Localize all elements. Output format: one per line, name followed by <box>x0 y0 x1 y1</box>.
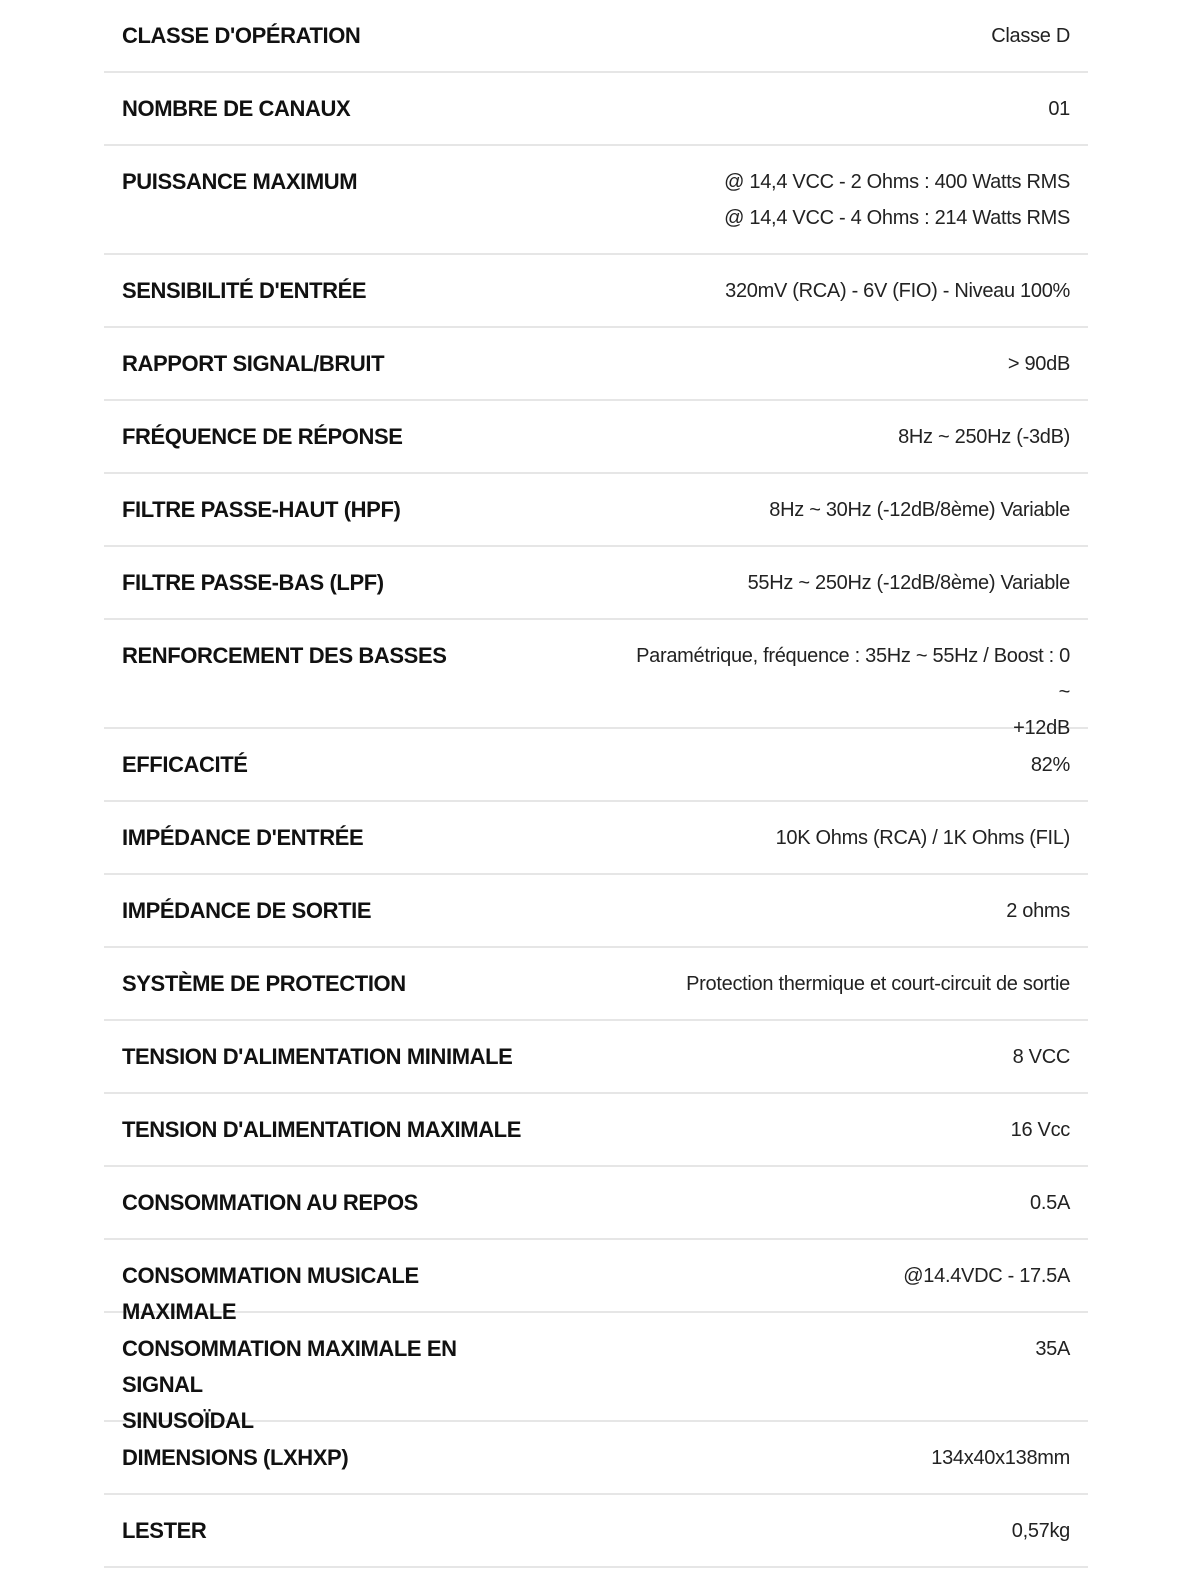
spec-label: TENSION D'ALIMENTATION MINIMALE <box>122 1044 513 1069</box>
spec-label: LESTER <box>122 1518 207 1543</box>
spec-value: @14.4VDC - 17.5A <box>903 1265 1070 1287</box>
spec-value: 10K Ohms (RCA) / 1K Ohms (FIL) <box>775 827 1070 849</box>
spec-label-line: CONSOMMATION MAXIMALE EN SIGNAL <box>122 1336 457 1397</box>
spec-label: FILTRE PASSE-BAS (LPF) <box>122 570 384 595</box>
spec-label: NOMBRE DE CANAUX <box>122 96 351 121</box>
spec-value: 8 VCC <box>1012 1046 1070 1068</box>
spec-row <box>104 1094 1088 1167</box>
spec-value: 2 ohms <box>1006 900 1070 922</box>
spec-row <box>104 474 1088 547</box>
spec-value: Classe D <box>991 25 1070 47</box>
spec-row <box>104 1167 1088 1240</box>
spec-value: 55Hz ~ 250Hz (-12dB/8ème) Variable <box>747 572 1070 594</box>
spec-row <box>104 948 1088 1021</box>
spec-value: 01 <box>1048 98 1070 120</box>
spec-row <box>104 146 1088 255</box>
spec-label: CONSOMMATION AU REPOS <box>122 1190 418 1215</box>
spec-label: PUISSANCE MAXIMUM <box>122 169 358 194</box>
spec-value: Protection thermique et court-circuit de sortie <box>686 973 1070 995</box>
spec-label: SENSIBILITÉ D'ENTRÉE <box>122 278 367 303</box>
spec-row <box>104 401 1088 474</box>
spec-row <box>104 547 1088 620</box>
spec-label: IMPÉDANCE D'ENTRÉE <box>122 825 364 850</box>
spec-value: 82% <box>1030 754 1070 776</box>
spec-value <box>620 638 1070 746</box>
spec-value: 8Hz ~ 250Hz (-3dB) <box>898 426 1070 448</box>
spec-label: IMPÉDANCE DE SORTIE <box>122 898 372 923</box>
spec-row <box>104 0 1088 73</box>
spec-value: 16 Vcc <box>1010 1119 1070 1141</box>
spec-label: TENSION D'ALIMENTATION MAXIMALE <box>122 1117 521 1142</box>
spec-value-line: @ 14,4 VCC - 4 Ohms : 214 Watts RMS <box>724 207 1070 229</box>
spec-row <box>104 802 1088 875</box>
spec-label-line: SINUSOÏDAL <box>122 1408 254 1433</box>
spec-row <box>104 328 1088 401</box>
spec-value: > 90dB <box>1007 353 1070 375</box>
spec-label: FRÉQUENCE DE RÉPONSE <box>122 424 403 449</box>
spec-value: 134x40x138mm <box>931 1447 1070 1469</box>
spec-label: CLASSE D'OPÉRATION <box>122 23 361 48</box>
spec-value: 8Hz ~ 30Hz (-12dB/8ème) Variable <box>769 499 1070 521</box>
spec-table <box>104 0 1088 1568</box>
spec-row <box>104 255 1088 328</box>
spec-value-line: +12dB <box>1013 717 1070 739</box>
spec-value: 0.5A <box>1030 1192 1070 1214</box>
spec-value <box>724 164 1070 236</box>
spec-value-line: @ 14,4 VCC - 2 Ohms : 400 Watts RMS <box>724 171 1070 193</box>
spec-label: RAPPORT SIGNAL/BRUIT <box>122 351 385 376</box>
spec-row <box>104 875 1088 948</box>
spec-label: DIMENSIONS (LXHXP) <box>122 1445 349 1470</box>
spec-value: 35A <box>1035 1338 1070 1360</box>
spec-row <box>104 1495 1088 1568</box>
spec-row <box>104 1240 1088 1324</box>
spec-label: EFFICACITÉ <box>122 752 248 777</box>
spec-label: FILTRE PASSE-HAUT (HPF) <box>122 497 401 522</box>
spec-row <box>104 73 1088 146</box>
spec-label <box>122 1331 522 1439</box>
spec-value-line: Paramétrique, fréquence : 35Hz ~ 55Hz / Boost : 0 ~ <box>636 645 1070 703</box>
spec-label: CONSOMMATION MUSICALE MAXIMALE <box>122 1263 419 1324</box>
spec-value: 0,57kg <box>1011 1520 1070 1542</box>
spec-row <box>104 620 1088 739</box>
spec-label: SYSTÈME DE PROTECTION <box>122 971 406 996</box>
spec-label: RENFORCEMENT DES BASSES <box>122 643 447 668</box>
spec-value: 320mV (RCA) - 6V (FIO) - Niveau 100% <box>725 280 1070 302</box>
spec-row <box>104 1021 1088 1094</box>
